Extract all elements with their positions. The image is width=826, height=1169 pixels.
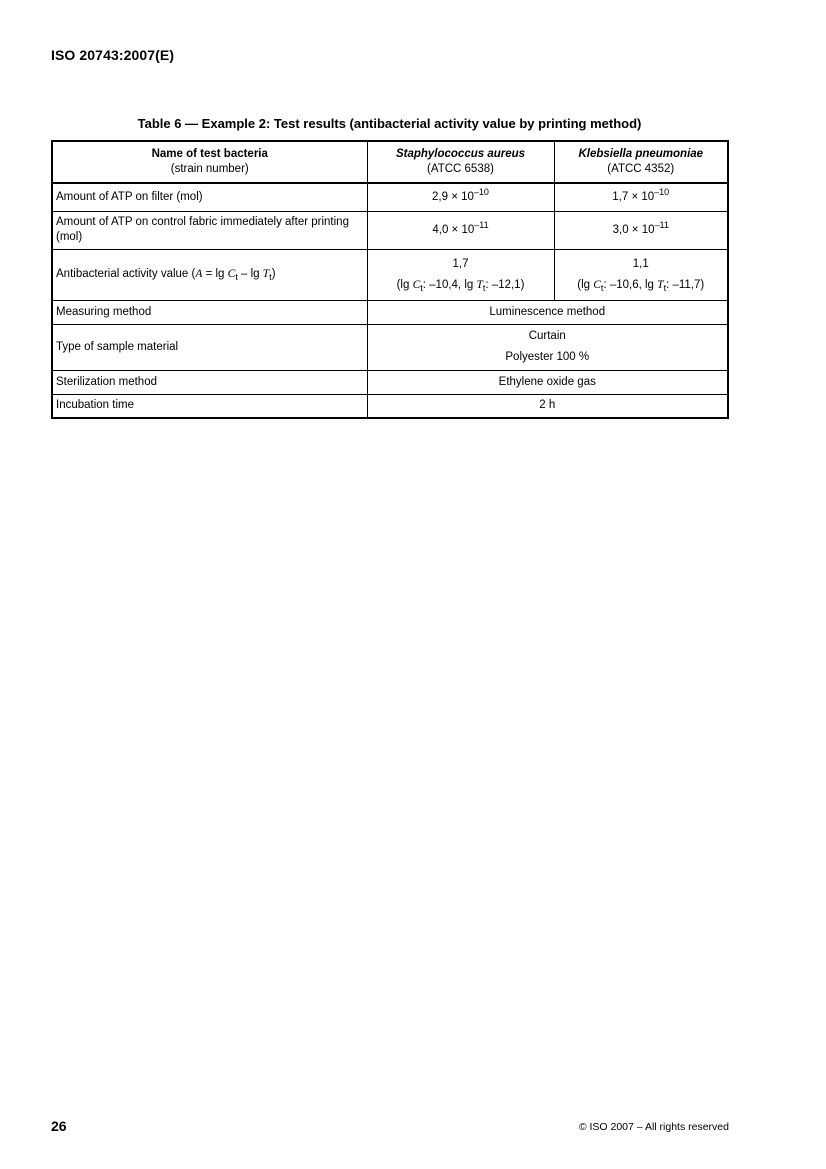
activity-klebsiella-value: 1,1: [632, 257, 649, 270]
cell-incubation-time: 2 h: [367, 394, 728, 418]
header-bacteria-name: Name of test bacteria: [151, 148, 268, 160]
activity-staphylococcus-subscript-t: t: [482, 282, 486, 293]
activity-klebsiella-detail: [558, 278, 725, 293]
row-label-atp-control: Amount of ATP on control fabric immediately after printing (mol): [52, 211, 367, 249]
table-header-row: [52, 141, 728, 183]
table-row-sample-material: [52, 324, 728, 370]
activity-label-subscript-t: t: [269, 272, 272, 282]
activity-label-symbol-t: T: [262, 268, 270, 280]
table-row-measuring-method: [52, 300, 728, 324]
sample-material-line2: Polyester 100 %: [505, 351, 590, 363]
activity-label-close: ): [271, 268, 276, 280]
activity-klebsiella-symbol-c: C: [593, 278, 601, 291]
activity-staphylococcus-symbol-c: C: [412, 278, 421, 291]
atp-filter-klebsiella-mantissa: 1,7 × 10: [612, 190, 655, 203]
cell-atp-filter-klebsiella: [554, 183, 728, 211]
activity-label-equals: = lg: [202, 268, 228, 280]
header-klebsiella-strain: (ATCC 4352): [607, 163, 675, 175]
table-row-activity-value: [52, 249, 728, 300]
activity-label-minus: – lg: [237, 268, 263, 280]
sample-material-line1: Curtain: [528, 330, 566, 342]
activity-staphylococcus-detail-open: (lg: [396, 278, 413, 291]
header-klebsiella-name: Klebsiella pneumoniae: [578, 148, 704, 160]
cell-activity-klebsiella: [554, 249, 728, 300]
table-row-sterilization-method: [52, 370, 728, 394]
activity-label-symbol-a: A: [195, 268, 203, 280]
row-label-incubation-time: Incubation time: [52, 394, 367, 418]
atp-filter-staphylococcus-exponent: –10: [473, 186, 489, 197]
activity-klebsiella-detail-mid: : –10,6, lg: [603, 278, 658, 291]
cell-atp-control-klebsiella: [554, 211, 728, 249]
cell-atp-control-staphylococcus: [367, 211, 554, 249]
atp-control-klebsiella-mantissa: 3,0 × 10: [612, 223, 655, 236]
atp-control-klebsiella-exponent: –11: [654, 219, 669, 230]
row-label-sterilization-method: Sterilization method: [52, 370, 367, 394]
activity-label-text: Antibacterial activity value (: [56, 268, 196, 280]
table-row-atp-control: [52, 211, 728, 249]
results-table: [51, 140, 729, 419]
atp-filter-staphylococcus-mantissa: 2,9 × 10: [432, 190, 474, 203]
activity-staphylococcus-symbol-t: T: [476, 278, 483, 291]
activity-klebsiella-subscript-t: t: [663, 282, 667, 293]
row-label-sample-material: Type of sample material: [52, 324, 367, 370]
activity-staphylococcus-value: 1,7: [452, 257, 469, 270]
row-label-measuring-method: Measuring method: [52, 300, 367, 324]
activity-klebsiella-detail-open: (lg: [577, 278, 594, 291]
activity-staphylococcus-detail-close: : –12,1): [485, 278, 525, 291]
cell-sample-material: [367, 324, 728, 370]
activity-staphylococcus-subscript-c: t: [420, 282, 423, 293]
cell-atp-filter-staphylococcus: [367, 183, 554, 211]
activity-klebsiella-symbol-t: T: [657, 278, 664, 291]
cell-sterilization-method: Ethylene oxide gas: [367, 370, 728, 394]
document-id: ISO 20743:2007(E): [51, 47, 175, 63]
header-staphylococcus-name: Staphylococcus aureus: [395, 148, 526, 160]
atp-filter-klebsiella-exponent: –10: [654, 186, 670, 197]
header-cell-klebsiella: [554, 141, 728, 183]
atp-control-staphylococcus-exponent: –11: [474, 219, 489, 230]
header-cell-staphylococcus: [367, 141, 554, 183]
activity-staphylococcus-detail: [371, 278, 551, 293]
activity-staphylococcus-detail-mid: : –10,4, lg: [422, 278, 477, 291]
atp-control-staphylococcus-mantissa: 4,0 × 10: [432, 223, 475, 236]
activity-label-subscript-c: t: [235, 272, 238, 282]
table-row-atp-filter: [52, 183, 728, 211]
activity-label-symbol-c: C: [227, 268, 236, 280]
table-row-incubation-time: [52, 394, 728, 418]
header-strain-number: (strain number): [170, 163, 249, 175]
cell-activity-staphylococcus: [367, 249, 554, 300]
row-label-atp-filter: Amount of ATP on filter (mol): [52, 183, 367, 211]
activity-klebsiella-detail-close: : –11,7): [666, 278, 705, 291]
header-cell-bacteria: [52, 141, 367, 183]
activity-klebsiella-subscript-c: t: [600, 282, 604, 293]
table-caption: Table 6 — Example 2: Test results (antibacterial activity value by printing method): [137, 116, 642, 131]
cell-measuring-method: Luminescence method: [367, 300, 728, 324]
header-staphylococcus-strain: (ATCC 6538): [427, 163, 494, 175]
copyright-notice: © ISO 2007 – All rights reserved: [578, 1121, 729, 1133]
page-number: 26: [51, 1118, 67, 1134]
row-label-activity-value: [52, 249, 367, 300]
